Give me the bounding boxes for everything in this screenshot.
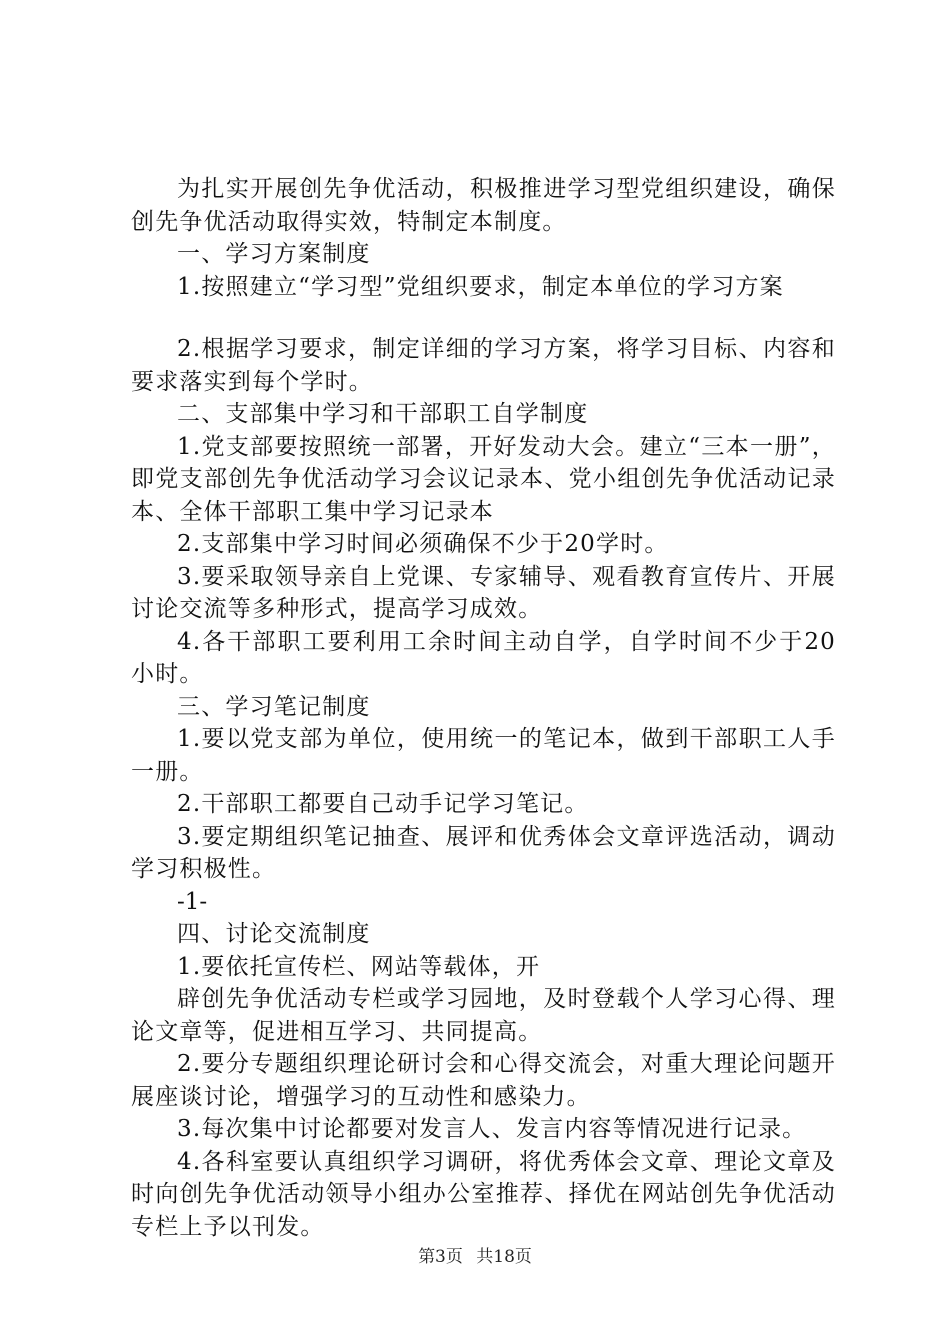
section-1-item-2: 2.根据学习要求，制定详细的学习方案，将学习目标、内容和要求落实到每个学时。: [131, 336, 836, 395]
blank-line: [131, 303, 836, 333]
section-4-item-1-start: 1.要依托宣传栏、网站等载体，开: [177, 953, 541, 980]
section-2-item-1: 1.党支部要按照统一部署，开好发动大会。建立“三本一册”，即党支部创先争优活动学习会议记录本、党小组创先争优活动记录本、全体干部职工集中学习记录本: [131, 433, 836, 525]
section-4-item-2: 2.要分专题组织理论研讨会和心得交流会，对重大理论问题开展座谈讨论，增强学习的互动性和感染力。: [131, 1051, 836, 1110]
section-2-heading: 二、支部集中学习和干部职工自学制度: [177, 401, 589, 427]
section-2-item-3: 3.要采取领导亲自上党课、专家辅导、观看教育宣传片、开展讨论交流等多种形式，提高学习成效。: [131, 563, 836, 622]
section-3-item-2: 2.干部职工都要自己动手记学习笔记。: [177, 791, 589, 817]
page-number: 第3页: [418, 1247, 463, 1267]
section-3-item-3: 3.要定期组织笔记抽查、展评和优秀体会文章评选活动，调动学习积极性。: [131, 823, 836, 882]
inner-page-marker: -1-: [177, 888, 208, 915]
intro-paragraph: 为扎实开展创先争优活动，积极推进学习型党组织建设，确保创先争优活动取得实效，特制定本制度。: [131, 176, 836, 235]
page-footer: [0, 1242, 950, 1267]
section-4-heading: 四、讨论交流制度: [177, 921, 371, 947]
section-2-item-2: 2.支部集中学习时间必须确保不少于20学时。: [177, 531, 669, 557]
section-3-item-1: 1.要以党支部为单位，使用统一的笔记本，做到干部职工人手一册。: [131, 726, 836, 785]
section-4-item-3: 3.每次集中讨论都要对发言人、发言内容等情况进行记录。: [177, 1116, 807, 1142]
section-4-item-4: 4.各科室要认真组织学习调研，将优秀体会文章、理论文章及时向创先争优活动领导小组办公室推荐、择优在网站创先争优活动专栏上予以刊发。: [131, 1148, 836, 1240]
section-1-heading: 一、学习方案制度: [177, 241, 371, 267]
section-3-heading: 三、学习笔记制度: [177, 693, 371, 720]
document-body: [131, 173, 836, 1243]
section-1-item-1: 1.按照建立“学习型”党组织要求，制定本单位的学习方案: [177, 273, 784, 300]
section-2-item-4: 4.各干部职工要利用工余时间主动自学，自学时间不少于20小时。: [131, 628, 836, 687]
total-pages: 共18页: [476, 1247, 532, 1267]
section-4-item-1-continued: 辟创先争优活动专栏或学习园地，及时登载个人学习心得、理论文章等，促进相互学习、共同提高。: [131, 986, 836, 1045]
